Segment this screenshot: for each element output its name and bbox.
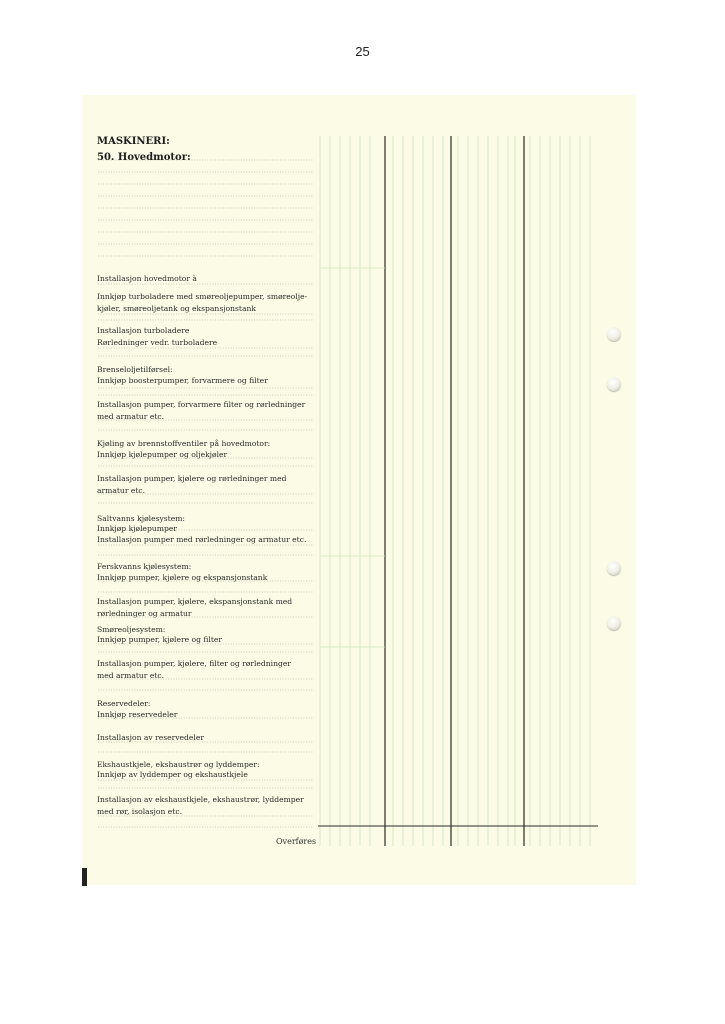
ledger-columns [318,136,598,846]
form-line-27: Installasjon av reservedeler [97,733,204,742]
form-line-28: Ekshaustkjele, ekshaustrør og lyddemper: [97,760,260,769]
form-line-23: Installasjon pumper, kjølere, filter og rørledninger [97,659,291,668]
form-line-17: Ferskvanns kjølesystem: [97,562,192,571]
form-line-4: Installasjon turboladere [97,326,190,335]
form-line-9: med armatur etc. [97,412,165,421]
item-heading: 50. Hovedmotor: [97,152,191,163]
form-line-12: Installasjon pumper, kjølere og rørledninger med [97,474,287,483]
form-line-24: med armatur etc. [97,671,165,680]
form-line-20: rørledninger og armatur [97,609,192,618]
form-line-19: Installasjon pumper, kjølere, ekspansjonstank med [97,597,293,606]
form-line-22: Innkjøp pumper, kjølere og filter [97,635,223,644]
punch-hole [607,377,621,391]
form-line-1: Installasjon hovedmotor à [97,274,197,283]
form-line-5: Rørledninger vedr. turboladere [97,338,218,347]
punch-hole [607,616,621,630]
form-line-15: Innkjøp kjølepumper [97,524,177,533]
form-line-26: Innkjøp reservedeler [97,710,178,719]
carry-forward-label: Overføres [276,837,317,846]
form-line-21: Smøreoljesystem: [97,625,166,634]
form-line-13: armatur etc. [97,486,146,495]
page-number: 25 [355,44,370,59]
form-line-31: med rør, isolasjon etc. [97,807,182,816]
punch-hole [607,561,621,575]
form-line-6: Brenseloljetilførsel: [97,365,173,374]
form-line-2: Innkjøp turboladere med smøreoljepumper, smøreolje- [97,292,308,301]
form-line-30: Installasjon av ekshaustkjele, ekshaustrør, lyddemper [97,795,304,804]
form-line-7: Innkjøp boosterpumper, forvarmere og filter [97,376,268,385]
form-line-25: Reservedeler: [97,699,151,708]
form-line-14: Saltvanns kjølesystem: [97,514,185,523]
form-line-16: Installasjon pumper med rørledninger og armatur etc. [97,535,307,544]
form-line-18: Innkjøp pumper, kjølere og ekspansjonstank [97,573,268,582]
form-line-3: kjøler, smøreoljetank og ekspansjonstank [97,304,257,313]
form-line-29: Innkjøp av lyddemper og ekshaustkjele [97,770,248,779]
punch-hole [607,327,621,341]
form-line-8: Installasjon pumper, forvarmere filter og rørledninger [97,400,306,409]
form-line-10: Kjøling av brennstoffventiler på hovedmotor: [97,439,271,448]
section-title: MASKINERI: [97,136,170,147]
form-line-11: Innkjøp kjølepumper og oljekjøler [97,450,228,459]
